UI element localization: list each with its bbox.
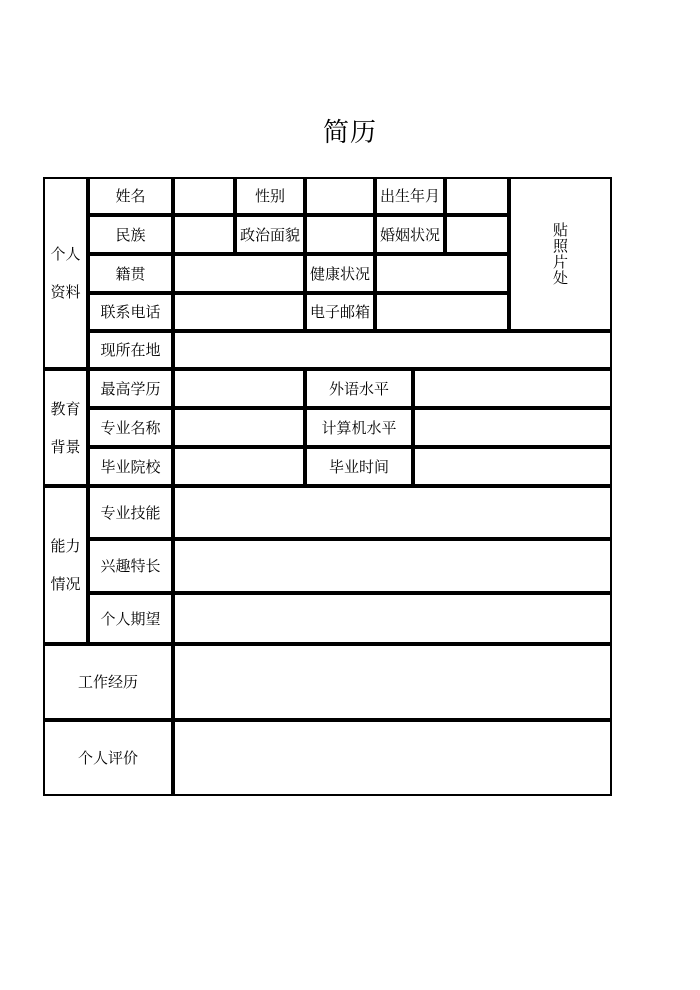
value-ethnicity[interactable] bbox=[173, 215, 235, 254]
value-birth[interactable] bbox=[445, 177, 509, 215]
value-native-place[interactable] bbox=[173, 254, 305, 293]
section-label-education: 教育 背景 bbox=[43, 369, 88, 486]
label-phone: 联系电话 bbox=[88, 293, 173, 331]
value-marital[interactable] bbox=[445, 215, 509, 254]
label-self-evaluation: 个人评价 bbox=[43, 720, 173, 796]
value-location[interactable] bbox=[173, 331, 612, 369]
value-interests[interactable] bbox=[173, 539, 612, 593]
value-major[interactable] bbox=[173, 408, 305, 447]
label-grad-time: 毕业时间 bbox=[305, 447, 413, 486]
label-ethnicity: 民族 bbox=[88, 215, 173, 254]
value-email[interactable] bbox=[375, 293, 509, 331]
section-label-ability: 能力 情况 bbox=[43, 486, 88, 644]
value-foreign-language[interactable] bbox=[413, 369, 612, 408]
resume-table bbox=[43, 177, 612, 796]
label-computer-level: 计算机水平 bbox=[305, 408, 413, 447]
label-interests: 兴趣特长 bbox=[88, 539, 173, 593]
label-political: 政治面貌 bbox=[235, 215, 305, 254]
label-health: 健康状况 bbox=[305, 254, 375, 293]
label-birth: 出生年月 bbox=[375, 177, 445, 215]
value-phone[interactable] bbox=[173, 293, 305, 331]
value-work-experience[interactable] bbox=[173, 644, 612, 720]
label-marital: 婚姻状况 bbox=[375, 215, 445, 254]
section-label-personal: 个人 资料 bbox=[43, 177, 88, 369]
value-grad-time[interactable] bbox=[413, 447, 612, 486]
value-self-evaluation[interactable] bbox=[173, 720, 612, 796]
label-expectation: 个人期望 bbox=[88, 593, 173, 644]
value-expectation[interactable] bbox=[173, 593, 612, 644]
value-political[interactable] bbox=[305, 215, 375, 254]
label-major: 专业名称 bbox=[88, 408, 173, 447]
page-title: 简历 bbox=[322, 118, 377, 148]
photo-area[interactable]: 贴 照 片 处 bbox=[509, 177, 612, 331]
value-education-level[interactable] bbox=[173, 369, 305, 408]
value-health[interactable] bbox=[375, 254, 509, 293]
label-education-level: 最高学历 bbox=[88, 369, 173, 408]
label-email: 电子邮箱 bbox=[305, 293, 375, 331]
label-foreign-language: 外语水平 bbox=[305, 369, 413, 408]
value-gender[interactable] bbox=[305, 177, 375, 215]
value-school[interactable] bbox=[173, 447, 305, 486]
value-name[interactable] bbox=[173, 177, 235, 215]
label-gender: 性别 bbox=[235, 177, 305, 215]
label-school: 毕业院校 bbox=[88, 447, 173, 486]
label-location: 现所在地 bbox=[88, 331, 173, 369]
label-native-place: 籍贯 bbox=[88, 254, 173, 293]
label-name: 姓名 bbox=[88, 177, 173, 215]
label-work-experience: 工作经历 bbox=[43, 644, 173, 720]
value-computer-level[interactable] bbox=[413, 408, 612, 447]
label-skills: 专业技能 bbox=[88, 486, 173, 539]
value-skills[interactable] bbox=[173, 486, 612, 539]
